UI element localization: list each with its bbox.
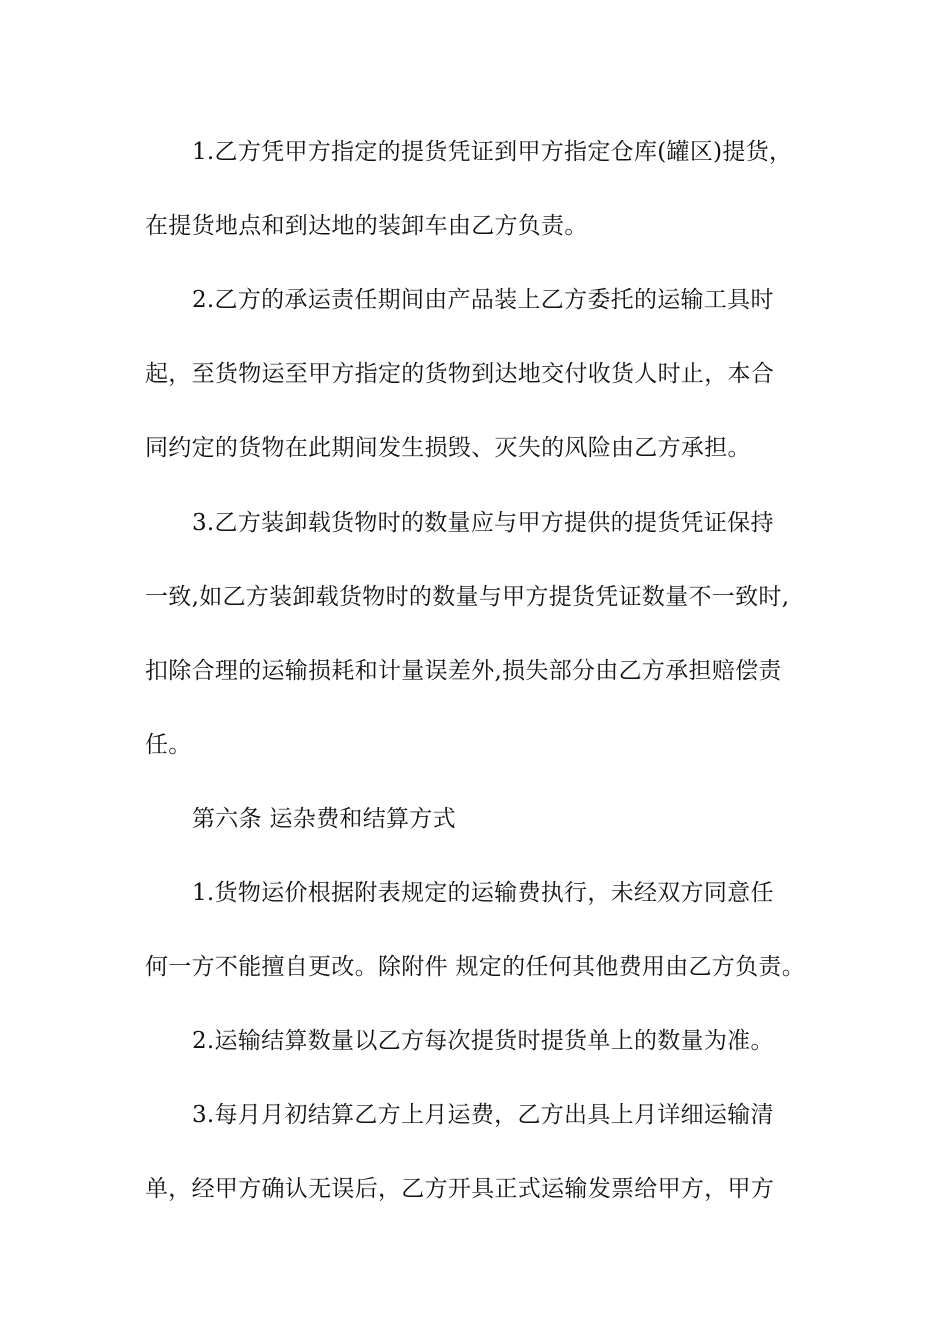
text-line: 任。 (145, 732, 192, 758)
text-line: 2.运输结算数量以乙方每次提货时提货单上的数量为准。 (192, 1028, 774, 1054)
text-line: 单，经甲方确认无误后，乙方开具正式运输发票给甲方，甲方 (145, 1176, 775, 1202)
text-line: 同约定的货物在此期间发生损毁、灭失的风险由乙方承担。 (145, 435, 751, 461)
text-line: 2.乙方的承运责任期间由产品装上乙方委托的运输工具时 (192, 287, 774, 313)
text-line: 3.乙方装卸载货物时的数量应与甲方提供的提货凭证保持 (192, 510, 774, 536)
text-line: 起，至货物运至甲方指定的货物到达地交付收货人时止，本合 (145, 361, 775, 387)
text-line: 在提货地点和到达地的装卸车由乙方负责。 (145, 213, 588, 239)
text-line: 扣除合理的运输损耗和计量误差外,损失部分由乙方承担赔偿责 (145, 658, 782, 684)
text-line: 何一方不能擅自更改。除附件 规定的任何其他费用由乙方负责。 (145, 954, 806, 980)
text-line: 1.货物运价根据附表规定的运输费执行，未经双方同意任 (192, 880, 774, 906)
section-heading: 第六条 运杂费和结算方式 (192, 806, 456, 832)
text-line: 一致,如乙方装卸载货物时的数量与甲方提货凭证数量不一致时, (145, 584, 790, 610)
text-line: 1.乙方凭甲方指定的提货凭证到甲方指定仓库(罐区)提货， (192, 139, 793, 165)
text-line: 3.每月月初结算乙方上月运费，乙方出具上月详细运输清 (192, 1102, 774, 1128)
